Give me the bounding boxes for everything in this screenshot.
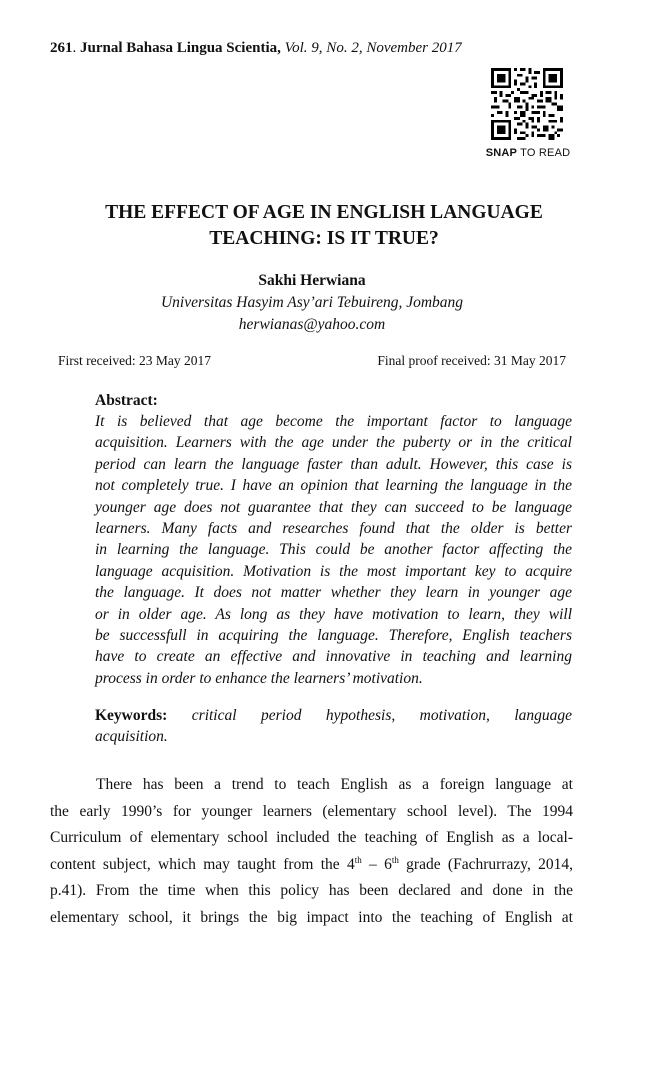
page-number: 261 xyxy=(50,40,73,56)
abstract-line: be successfull in acquiring the language. Therefore, English teachers xyxy=(95,627,572,645)
abstract-body xyxy=(95,411,572,689)
abstract-line: in learning the language. This could be another factor affecting the xyxy=(95,541,572,559)
title-line-2: TEACHING: IS IT TRUE? xyxy=(209,228,439,249)
abstract-line: not completely true. I have an opinion that learning the language in the xyxy=(95,477,572,495)
abstract-line: language acquisition. Motivation is the most important key to acquire xyxy=(95,562,572,580)
snap-to-read-label: SNAP TO READ xyxy=(485,147,571,159)
running-header: 261. Jurnal Bahasa Lingua Scientia, Vol. 9, No. 2, November 2017 xyxy=(50,40,462,56)
abstract-line: acquisition. Learners with the age under the puberty or in the critical xyxy=(95,434,572,452)
abstract-heading: Abstract: xyxy=(95,392,158,409)
title-line-1: THE EFFECT OF AGE IN ENGLISH LANGUAGE xyxy=(105,202,543,223)
qr-code-icon xyxy=(491,68,563,140)
abstract-line: younger age does not guarantee that they can succeed to be language xyxy=(95,498,572,516)
author-email: herwianas@yahoo.com xyxy=(238,316,386,333)
keywords-text-2: acquisition. xyxy=(95,728,168,746)
abstract-line: have to create an effective and innovative in teaching and learning xyxy=(95,648,572,666)
body-line: elementary school, it brings the big impact into the teaching of English at xyxy=(50,908,573,926)
keywords-block xyxy=(95,705,572,748)
body-line: p.41). From the time when this policy has been declared and done in the xyxy=(50,882,573,899)
keywords-label: Keywords: xyxy=(95,707,168,724)
abstract-line: process in order to enhance the learners’ motivation. xyxy=(95,669,423,687)
author-affiliation: Universitas Hasyim Asy’ari Tebuireng, Jombang xyxy=(160,294,464,311)
abstract-line: It is believed that age become the important factor to language xyxy=(95,413,572,430)
body-line: There has been a trend to teach English as a foreign language at xyxy=(96,776,573,793)
body-line: Curriculum of elementary school included the teaching of English as a local- xyxy=(50,829,573,846)
abstract-line: learners. Many facts and researches found that the older is better xyxy=(95,520,572,538)
abstract-line: period can learn the language faster than adult. However, this case is xyxy=(95,455,572,473)
journal-name: Jurnal Bahasa Lingua Scientia, xyxy=(80,40,281,56)
paper-title xyxy=(40,200,608,252)
body-paragraph xyxy=(50,772,573,931)
final-proof-date: Final proof received: 31 May 2017 xyxy=(377,353,566,368)
first-received-date: First received: 23 May 2017 xyxy=(58,353,211,368)
abstract-line: the language. It does not matter whether they learn in younger age xyxy=(95,584,572,602)
keywords-text: critical period hypothesis, motivation, language xyxy=(191,707,572,724)
journal-issue: Vol. 9, No. 2, November 2017 xyxy=(284,40,462,56)
body-line: the early 1990’s for younger learners (elementary school level). The 1994 xyxy=(50,802,573,820)
body-line: content subject, which may taught from the 4th – 6th grade (Fachrurrazy, 2014, xyxy=(50,854,574,873)
abstract-line: or in older age. As long as they have motivation to learn, they will xyxy=(95,605,572,623)
author-name: Sakhi Herwiana xyxy=(258,272,366,289)
